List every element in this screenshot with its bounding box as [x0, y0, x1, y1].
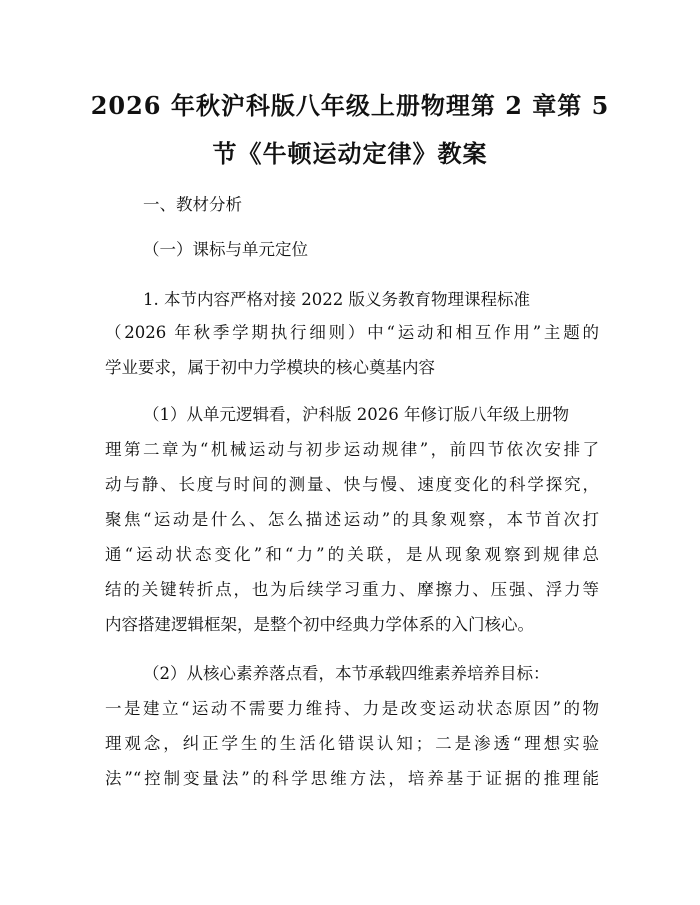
- item-1-line-2: （2026 年秋季学期执行细则）中“运动和相互作用”主题的: [105, 323, 599, 342]
- paragraph-2-line-4: 法”“控制变量法”的科学思维方法，培养基于证据的推理能: [105, 769, 599, 788]
- paragraph-1-line-7: 内容搭建逻辑框架，是整个初中经典力学体系的入门核心。: [105, 615, 534, 634]
- paragraph-1-line-1: （1）从单元逻辑看，沪科版 2026 年修订版八年级上册物: [143, 405, 569, 424]
- section-heading: 一、教材分析: [143, 195, 242, 214]
- paragraph-1-line-6: 结的关键转折点，也为后续学习重力、摩擦力、压强、浮力等: [105, 580, 599, 599]
- item-1-line-3: 学业要求，属于初中力学模块的核心奠基内容: [105, 358, 435, 377]
- paragraph-1-line-4: 聚焦“运动是什么、怎么描述运动”的具象观察，本节首次打: [105, 510, 599, 529]
- subsection-heading: （一）课标与单元定位: [143, 240, 308, 259]
- document-title-line-2: 节《牛顿运动定律》教案: [212, 139, 488, 168]
- paragraph-2-line-2: 一是建立“运动不需要力维持、力是改变运动状态原因”的物: [105, 699, 599, 718]
- item-1-line-1: 1. 本节内容严格对接 2022 版义务教育物理课程标准: [143, 290, 530, 309]
- document-title-line-1: 2026 年秋沪科版八年级上册物理第 2 章第 5: [90, 91, 610, 120]
- paragraph-2-line-1: （2）从核心素养落点看，本节承载四维素养培养目标：: [143, 664, 550, 683]
- paragraph-1-line-3: 动与静、长度与时间的测量、快与慢、速度变化的科学探究，: [105, 475, 599, 494]
- paragraph-1-line-5: 通“运动状态变化”和“力”的关联，是从现象观察到规律总: [105, 545, 599, 564]
- paragraph-1-line-2: 理第二章为“机械运动与初步运动规律”，前四节依次安排了: [105, 440, 599, 459]
- paragraph-2-line-3: 理观念，纠正学生的生活化错误认知；二是渗透“理想实验: [105, 734, 599, 753]
